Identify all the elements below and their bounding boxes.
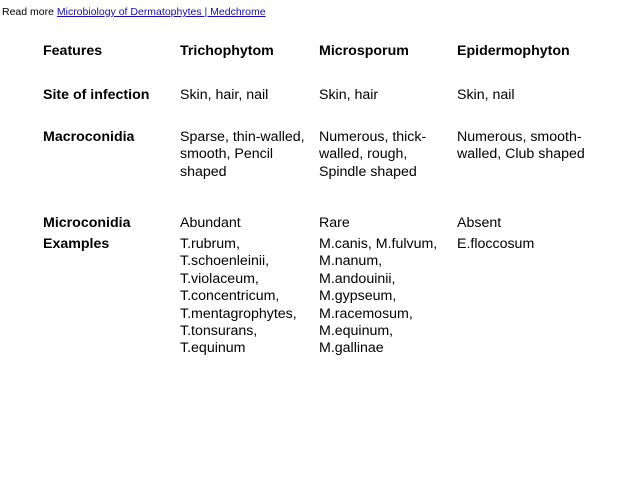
row-label-examples: Examples	[43, 236, 110, 252]
cell-site-epidermophyton: Skin, nail	[457, 87, 515, 103]
header-trichophytom: Trichophytom	[180, 43, 274, 59]
row-label-macroconidia: Macroconidia	[43, 129, 135, 145]
row-label-site-of-infection: Site of infection	[43, 87, 150, 103]
row-label-microconidia: Microconidia	[43, 215, 131, 231]
cell-examples-trichophytom: T.rubrum, T.schoenleinii, T.violaceum, T.concentricum, T.mentagrophytes, T.tonsurans, T.equinum	[180, 236, 297, 357]
read-more-link[interactable]: Microbiology of Dermatophytes | Medchrome	[56, 6, 266, 18]
cell-microconidia-trichophytom: Abundant	[180, 215, 241, 231]
header-microsporum: Microsporum	[319, 43, 409, 59]
cell-microconidia-epidermophyton: Absent	[457, 215, 502, 231]
read-more-line	[2, 5, 266, 19]
cell-macroconidia-microsporum: Numerous, thick- walled, rough, Spindle shaped	[319, 129, 427, 180]
cell-examples-microsporum: M.canis, M.fulvum, M.nanum, M.andouinii, M.gypseum, M.racemosum, M.equinum, M.gallinae	[319, 236, 438, 357]
header-epidermophyton: Epidermophyton	[457, 43, 570, 59]
cell-microconidia-microsporum: Rare	[319, 215, 350, 231]
read-more-prefix: Read more	[2, 6, 57, 18]
cell-site-microsporum: Skin, hair	[319, 87, 379, 103]
cell-examples-epidermophyton: E.floccosum	[457, 236, 535, 252]
cell-site-trichophytom: Skin, hair, nail	[180, 87, 269, 103]
cell-macroconidia-epidermophyton: Numerous, smooth- walled, Club shaped	[457, 129, 585, 163]
cell-macroconidia-trichophytom: Sparse, thin-walled, smooth, Pencil shaped	[180, 129, 305, 180]
header-features: Features	[43, 43, 103, 59]
